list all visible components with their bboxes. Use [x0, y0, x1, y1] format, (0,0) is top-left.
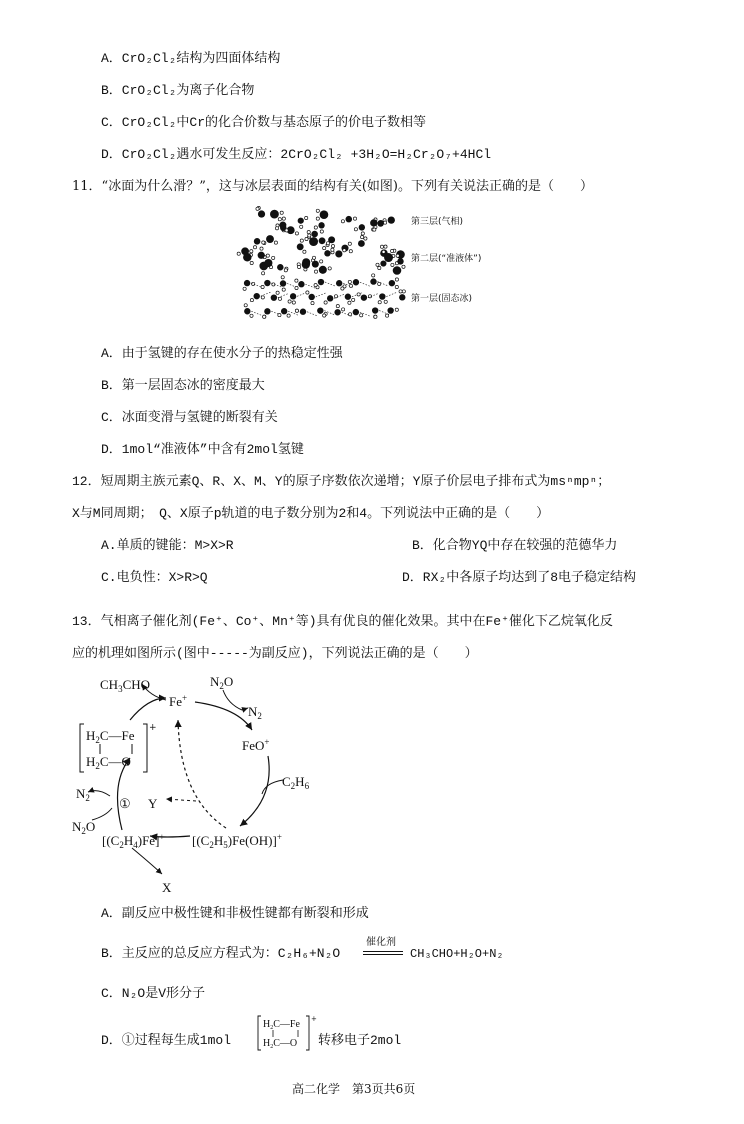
water-hydrogen-dot: [274, 241, 277, 244]
water-oxygen-dot: [379, 293, 385, 299]
q12-option-b: B．化合物YQ中存在较强的范德华力: [412, 538, 618, 553]
water-oxygen-dot: [243, 253, 251, 261]
water-hydrogen-dot: [402, 265, 405, 268]
water-oxygen-dot: [346, 216, 353, 223]
water-oxygen-dot: [308, 294, 314, 300]
water-oxygen-dot: [264, 280, 270, 286]
water-hydrogen-dot: [354, 228, 357, 231]
water-oxygen-dot: [384, 253, 393, 262]
water-oxygen-dot: [254, 293, 260, 299]
water-hydrogen-dot: [326, 242, 329, 245]
water-oxygen-dot: [318, 222, 324, 228]
water-oxygen-dot: [302, 260, 310, 268]
water-oxygen-dot: [335, 250, 342, 257]
water-hydrogen-dot: [384, 300, 387, 303]
hydrogen-bond-line: [307, 312, 317, 316]
x-label: X: [162, 880, 172, 895]
hydrogen-bond-line: [316, 293, 326, 297]
water-hydrogen-dot: [316, 209, 319, 212]
water-oxygen-dot: [327, 295, 333, 301]
q13-option-d-suffix: 转移电子2mol: [318, 1033, 402, 1048]
water-oxygen-dot: [277, 264, 284, 271]
water-oxygen-dot: [298, 218, 304, 224]
c2h5feoh-label: $[(C_2H_5)Fe(OH)]^+$: [192, 832, 282, 850]
water-hydrogen-dot: [360, 314, 363, 317]
hydrogen-bond-line: [325, 282, 335, 286]
q13-stem-line2: 应的机理如图所示(图中-----为副反应)，下列说法正确的是（ ）: [72, 646, 478, 661]
water-hydrogen-dot: [261, 296, 264, 299]
q13-option-c: C．N₂O是V形分子: [101, 986, 206, 1001]
water-hydrogen-dot: [357, 293, 360, 296]
water-hydrogen-dot: [278, 218, 281, 221]
water-hydrogen-dot: [323, 247, 326, 250]
svg-text:+: +: [311, 1015, 317, 1023]
water-hydrogen-dot: [382, 250, 385, 253]
water-hydrogen-dot: [399, 290, 402, 293]
q13-stem-line1: 13．气相离子催化剂(Fe⁺、Co⁺、Mn⁺等)具有优良的催化效果。其中在Fe⁺催化下乙烷氧化反: [72, 614, 613, 629]
water-oxygen-dot: [270, 210, 279, 219]
water-hydrogen-dot: [376, 263, 379, 266]
c2h4fe-label: $[(C_2H_4)Fe]^+$: [102, 832, 165, 850]
water-hydrogen-dot: [324, 301, 327, 304]
q10-option-c: C．CrO₂Cl₂中Cr的化合价数与基态原子的价电子数相等: [101, 115, 427, 130]
water-oxygen-dot: [389, 280, 395, 286]
water-oxygen-dot: [254, 238, 261, 245]
water-hydrogen-dot: [250, 261, 253, 264]
q11-option-d: D．1mol“准液体”中含有2mol氢键: [101, 442, 304, 457]
water-hydrogen-dot: [342, 308, 345, 311]
circle-one-label: ①: [119, 796, 131, 811]
water-oxygen-dot: [266, 235, 274, 243]
water-oxygen-dot: [244, 308, 250, 314]
mechanism-diagram: [70, 668, 320, 898]
water-oxygen-dot: [297, 243, 304, 250]
equation-arrow-line: [363, 951, 403, 952]
q13-option-b-prefix: B．主反应的总反应方程式为：C₂H₆+N₂O: [101, 946, 341, 961]
water-hydrogen-dot: [314, 270, 317, 273]
page-footer: 高二化学 第3页共6页: [292, 1082, 416, 1096]
water-oxygen-dot: [399, 294, 405, 300]
water-hydrogen-dot: [372, 274, 375, 277]
water-hydrogen-dot: [364, 237, 367, 240]
water-hydrogen-dot: [341, 287, 344, 290]
water-hydrogen-dot: [295, 286, 298, 289]
q10-option-b: B．CrO₂Cl₂为离子化合物: [101, 83, 255, 98]
water-hydrogen-dot: [260, 247, 263, 250]
layer-label-2: 第二层(“准液体”): [411, 254, 482, 264]
water-hydrogen-dot: [288, 300, 291, 303]
water-oxygen-dot: [380, 260, 386, 266]
n2o-left-label: $N_2O$: [72, 819, 96, 836]
water-hydrogen-dot: [276, 291, 279, 294]
svg-text:+: +: [149, 723, 157, 733]
c2h6-label: $C_2H_6$: [282, 774, 310, 791]
water-oxygen-dot: [298, 281, 304, 287]
q12-option-c: C.电负性：X>R>Q: [101, 570, 208, 585]
water-hydrogen-dot: [300, 225, 303, 228]
hydrogen-bond-line: [360, 282, 370, 286]
n2-top-label: $N_2$: [248, 704, 262, 721]
water-hydrogen-dot: [300, 239, 303, 242]
water-hydrogen-dot: [266, 254, 269, 257]
q11-option-a: A．由于氢键的存在使水分子的热稳定性强: [101, 346, 343, 361]
water-hydrogen-dot: [252, 282, 255, 285]
water-hydrogen-dot: [295, 279, 298, 282]
water-hydrogen-dot: [253, 246, 256, 249]
water-oxygen-dot: [345, 294, 351, 300]
water-hydrogen-dot: [292, 301, 295, 304]
layer-label-1: 第一层(固态冰): [411, 294, 473, 304]
water-hydrogen-dot: [316, 217, 319, 220]
equation-arrow-line-2: [363, 954, 403, 955]
water-hydrogen-dot: [295, 309, 298, 312]
water-hydrogen-dot: [374, 315, 377, 318]
water-hydrogen-dot: [312, 256, 315, 259]
water-hydrogen-dot: [298, 265, 301, 268]
water-hydrogen-dot: [380, 245, 383, 248]
ice-layers-figure: [238, 205, 508, 330]
water-oxygen-dot: [324, 250, 330, 256]
q12-stem-line2: X与M同周期； Q、X原子p轨道的电子数分别为2和4。下列说法中正确的是（ ）: [72, 506, 550, 521]
water-hydrogen-dot: [250, 299, 253, 302]
q12-option-a: A.单质的键能：M>X>R: [101, 538, 234, 553]
water-hydrogen-dot: [320, 260, 323, 263]
water-hydrogen-dot: [285, 229, 288, 232]
water-oxygen-dot: [370, 219, 377, 226]
water-oxygen-dot: [319, 237, 326, 244]
water-oxygen-dot: [290, 293, 296, 299]
water-oxygen-dot: [358, 240, 365, 247]
water-hydrogen-dot: [243, 287, 246, 290]
water-hydrogen-dot: [281, 276, 284, 279]
q12-stem-line1: 12．短周期主族元素Q、R、X、M、Y的原子序数依次递增；Y原子价层电子排布式为msⁿmpⁿ；: [72, 474, 611, 489]
water-hydrogen-dot: [308, 234, 311, 237]
water-oxygen-dot: [264, 259, 272, 267]
water-oxygen-dot: [370, 278, 376, 284]
water-hydrogen-dot: [278, 297, 281, 300]
ch3cho-label: $CH_3CHO$: [100, 677, 151, 694]
water-oxygen-dot: [353, 279, 359, 285]
water-hydrogen-dot: [261, 285, 264, 288]
water-hydrogen-dot: [402, 290, 405, 293]
water-hydrogen-dot: [378, 266, 381, 269]
q12-option-d: D．RX₂中各原子均达到了8电子稳定结构: [402, 570, 637, 585]
svg-text:H2C—Fe: $H_2C—Fe$: [263, 1019, 300, 1031]
q11-option-c: C．冰面变滑与氢键的断裂有关: [101, 410, 278, 425]
water-hydrogen-dot: [280, 211, 283, 214]
water-hydrogen-dot: [353, 217, 356, 220]
water-oxygen-dot: [317, 307, 323, 313]
water-oxygen-dot: [334, 309, 340, 315]
ring-structure-small: [256, 1012, 317, 1054]
water-hydrogen-dot: [263, 315, 266, 318]
water-oxygen-dot: [361, 294, 367, 300]
water-hydrogen-dot: [395, 285, 398, 288]
water-hydrogen-dot: [287, 314, 290, 317]
water-oxygen-dot: [387, 307, 393, 313]
water-oxygen-dot: [300, 309, 306, 315]
water-hydrogen-dot: [323, 314, 326, 317]
ring-top-label: $H_2C—Fe$: [86, 728, 135, 745]
water-oxygen-dot: [281, 308, 287, 314]
water-oxygen-dot: [318, 279, 324, 285]
water-hydrogen-dot: [305, 216, 308, 219]
q10-option-d: D．CrO₂Cl₂遇水可发生反应：2CrO₂Cl₂ +3H₂O=H₂Cr₂O₇+4HCl: [101, 147, 492, 162]
water-oxygen-dot: [393, 266, 402, 275]
water-oxygen-dot: [312, 261, 319, 268]
q10-option-a: A．CrO₂Cl₂结构为四面体结构: [101, 51, 281, 66]
n2o-top-label: $N_2O$: [210, 674, 234, 691]
water-hydrogen-dot: [314, 284, 317, 287]
water-hydrogen-dot: [331, 248, 334, 251]
water-hydrogen-dot: [250, 250, 253, 253]
water-hydrogen-dot: [384, 245, 387, 248]
water-oxygen-dot: [309, 237, 318, 246]
water-hydrogen-dot: [361, 236, 364, 239]
water-hydrogen-dot: [275, 227, 278, 230]
feo-plus-label: FeO+: [242, 737, 270, 753]
water-hydrogen-dot: [386, 314, 389, 317]
water-hydrogen-dot: [349, 284, 352, 287]
water-hydrogen-dot: [349, 250, 352, 253]
water-hydrogen-dot: [384, 221, 387, 224]
q13-option-b-suffix: CH₃CHO+H₂O+N₂: [410, 947, 504, 961]
hydrogen-bond-line: [386, 293, 396, 297]
water-hydrogen-dot: [373, 228, 376, 231]
water-oxygen-dot: [353, 309, 359, 315]
water-oxygen-dot: [320, 210, 329, 219]
water-hydrogen-dot: [348, 242, 351, 245]
water-hydrogen-dot: [237, 252, 240, 255]
water-oxygen-dot: [264, 308, 270, 314]
water-hydrogen-dot: [331, 245, 334, 248]
water-oxygen-dot: [372, 307, 378, 313]
n2-left-label: $N_2$: [76, 786, 90, 803]
water-hydrogen-dot: [395, 308, 398, 311]
water-oxygen-dot: [311, 231, 318, 238]
water-hydrogen-dot: [348, 301, 351, 304]
water-hydrogen-dot: [295, 232, 298, 235]
water-hydrogen-dot: [250, 314, 253, 317]
water-oxygen-dot: [279, 222, 286, 229]
water-hydrogen-dot: [314, 226, 317, 229]
water-hydrogen-dot: [341, 220, 344, 223]
water-oxygen-dot: [244, 280, 250, 286]
water-hydrogen-dot: [244, 304, 247, 307]
water-hydrogen-dot: [305, 237, 308, 240]
water-hydrogen-dot: [262, 241, 265, 244]
q13-option-a: A．副反应中极性键和非极性键都有断裂和形成: [101, 906, 369, 921]
water-hydrogen-dot: [306, 291, 309, 294]
water-hydrogen-dot: [352, 298, 355, 301]
water-hydrogen-dot: [278, 314, 281, 317]
water-hydrogen-dot: [328, 267, 331, 270]
water-hydrogen-dot: [320, 230, 323, 233]
water-hydrogen-dot: [284, 269, 287, 272]
q13-option-d-prefix: D．①过程每生成1mol: [101, 1033, 232, 1048]
ring-bottom-label: $H_2C—O$: [86, 754, 131, 771]
water-hydrogen-dot: [361, 232, 364, 235]
water-oxygen-dot: [388, 216, 395, 223]
water-oxygen-dot: [280, 280, 286, 286]
water-hydrogen-dot: [282, 217, 285, 220]
water-hydrogen-dot: [349, 313, 352, 316]
water-hydrogen-dot: [348, 280, 351, 283]
catalyst-label: 催化剂: [366, 937, 396, 948]
water-hydrogen-dot: [391, 249, 394, 252]
q11-stem: 11．“冰面为什么滑？”，这与冰层表面的结构有关(如图)。下列有关说法正确的是（ ）: [72, 179, 593, 194]
water-hydrogen-dot: [282, 288, 285, 291]
water-hydrogen-dot: [272, 256, 275, 259]
svg-text:H2C—O: $H_2C—O$: [263, 1038, 298, 1050]
water-oxygen-dot: [319, 266, 327, 274]
water-hydrogen-dot: [307, 231, 310, 234]
water-oxygen-dot: [271, 294, 277, 300]
water-hydrogen-dot: [391, 263, 394, 266]
y-label: Y: [148, 796, 158, 811]
water-hydrogen-dot: [395, 278, 398, 281]
water-hydrogen-dot: [311, 302, 314, 305]
water-hydrogen-dot: [262, 272, 265, 275]
layer-label-3: 第三层(气相): [411, 217, 464, 227]
water-oxygen-dot: [397, 258, 403, 264]
water-oxygen-dot: [359, 224, 365, 230]
water-oxygen-dot: [258, 252, 265, 259]
fe-plus-label: Fe+: [169, 693, 188, 709]
water-hydrogen-dot: [343, 249, 346, 252]
water-hydrogen-dot: [378, 301, 381, 304]
water-oxygen-dot: [258, 210, 265, 217]
water-hydrogen-dot: [336, 305, 339, 308]
water-hydrogen-dot: [256, 207, 259, 210]
water-oxygen-dot: [336, 280, 342, 286]
water-hydrogen-dot: [303, 250, 306, 253]
q11-option-b: B．第一层固态冰的密度最大: [101, 378, 265, 393]
water-hydrogen-dot: [396, 254, 399, 257]
